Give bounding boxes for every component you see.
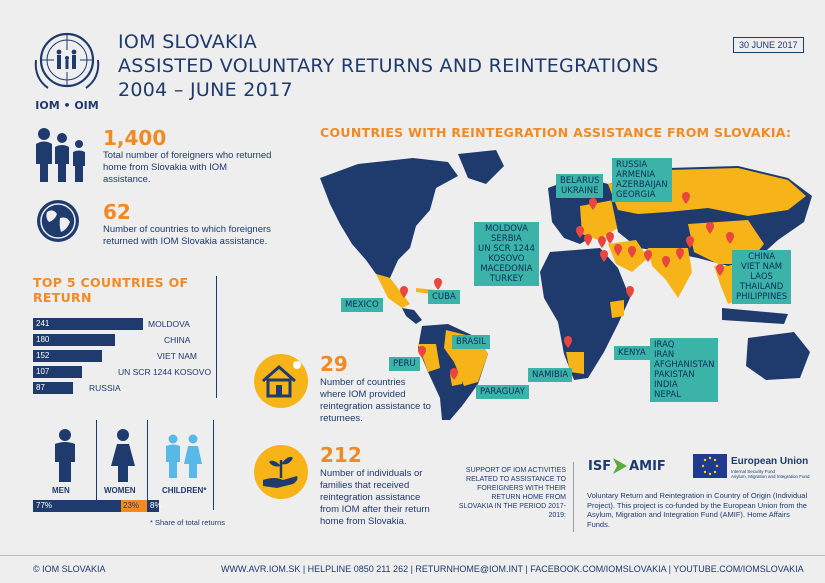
children-share-bar — [147, 500, 213, 512]
children-label: CHILDREN* — [162, 486, 207, 495]
location-marker-icon — [598, 236, 606, 248]
eu-flag-icon — [693, 454, 727, 478]
title-org: IOM SLOVAKIA — [118, 31, 258, 53]
date-badge: 30 JUNE 2017 — [733, 37, 804, 53]
label-iraq: IRAQ IRAN AFGHANISTAN PAKISTAN INDIA NEPAL — [650, 338, 718, 402]
location-marker-icon — [606, 232, 614, 244]
footer-copyright: © IOM SLOVAKIA — [33, 564, 106, 574]
top5-bar — [33, 382, 73, 394]
label-moldova: MOLDOVA SERBIA UN SCR 1244 KOSOVO MACEDONIA TURKEY — [474, 222, 539, 286]
demo-divider-2 — [147, 420, 148, 510]
iom-emblem-icon — [28, 28, 106, 94]
amif-text: AMIF — [629, 458, 666, 474]
top5-bar — [33, 318, 143, 330]
label-mexico: MEXICO — [341, 298, 383, 312]
men-label: MEN — [52, 486, 70, 495]
men-pct: 77% — [36, 501, 53, 510]
globe-icon — [35, 198, 81, 249]
countries-number: 62 — [103, 200, 131, 224]
map-south-asia — [648, 248, 692, 298]
top5-bar-label: RUSSIA — [89, 383, 121, 393]
plant-hand-icon — [253, 444, 309, 505]
logo-text: IOM • OIM — [35, 99, 99, 112]
woman-icon — [110, 428, 136, 489]
label-paraguay: PARAGUAY — [476, 385, 529, 399]
reintegration-countries-desc: Number of countries where IOM provided reintegration assistance to returnees. — [320, 377, 431, 424]
location-marker-icon — [584, 234, 592, 246]
eu-subtitle: Internal Security Fund Asylum, Migration and Integration Fund — [731, 469, 810, 479]
footer — [0, 555, 825, 583]
map-central-america — [402, 308, 422, 324]
iom-logo — [28, 28, 106, 112]
demo-divider-1 — [96, 420, 97, 510]
label-kenya: KENYA — [614, 346, 650, 360]
returned-number: 1,400 — [103, 126, 167, 150]
map-kenya — [610, 300, 624, 318]
location-marker-icon — [434, 278, 442, 290]
isf-arrow-icon — [611, 456, 629, 476]
page-title: ASSISTED VOLUNTARY RETURNS AND REINTEGRATIONS — [118, 55, 659, 77]
top5-bar — [33, 350, 102, 362]
map-indonesia — [722, 308, 788, 324]
top5-bar-value: 87 — [36, 383, 45, 392]
top5-bar-label: MOLDOVA — [148, 319, 190, 329]
share-note: * Share of total returns — [150, 518, 226, 527]
map-australia — [746, 332, 810, 380]
demo-divider-3 — [213, 420, 214, 510]
top5-bar-value: 152 — [36, 351, 50, 360]
map-title: COUNTRIES WITH REINTEGRATION ASSISTANCE FROM SLOVAKIA: — [320, 125, 792, 140]
eu-title: European Union — [731, 456, 809, 467]
top5-bar-value: 180 — [36, 335, 50, 344]
women-pct: 23% — [123, 501, 140, 510]
label-belarus: BELARUS UKRAINE — [556, 174, 603, 198]
title-period: 2004 – JUNE 2017 — [118, 79, 293, 101]
top5-bar-value: 241 — [36, 319, 50, 328]
family-icon — [32, 126, 92, 189]
women-label: WOMEN — [104, 486, 136, 495]
children-icon — [163, 434, 203, 485]
label-china: CHINA VIET NAM LAOS THAILAND PHILIPPINES — [732, 250, 791, 304]
label-cuba: CUBA — [428, 290, 460, 304]
map-north-america — [320, 158, 458, 278]
label-peru: PERU — [389, 357, 420, 371]
reintegration-individuals-desc: Number of individuals or families that received reintegration assistance from IOM after their return home from Slovakia. — [320, 468, 430, 527]
footer-links[interactable]: WWW.AVR.IOM.SK | HELPLINE 0850 211 262 | RETURNHOME@IOM.INT | FACEBOOK.COM/IOMSLOVAKIA | YOUTUBE.COM/IOMSLOVAKIA — [221, 564, 804, 574]
isf-text: ISF — [588, 458, 612, 474]
isf-amif-logo — [588, 456, 666, 476]
countries-desc: Number of countries to which foreigners returned with IOM Slovakia assistance. — [103, 224, 271, 247]
man-icon — [52, 428, 78, 489]
map-greenland — [458, 150, 504, 184]
label-russia: RUSSIA ARMENIA AZERBAIJAN GEORGIA — [612, 158, 672, 202]
support-text: SUPPORT OF IOM ACTIVITIES RELATED TO ASSISTANCE TO FOREIGNERS WITH THEIR RETURN HOME FROM SLOVAKIA IN THE PERIOD 2017-2019: — [458, 467, 566, 519]
top5-bar-value: 107 — [36, 367, 50, 376]
top5-bar-label: VIET NAM — [157, 351, 197, 361]
reintegration-countries-number: 29 — [320, 352, 348, 376]
top5-chart — [33, 318, 233, 398]
house-icon — [253, 353, 309, 414]
label-namibia: NAMIBIA — [528, 368, 572, 382]
label-brasil: BRASIL — [452, 335, 490, 349]
returned-desc: Total number of foreigners who returned home from Slovakia with IOM assistance. — [103, 150, 272, 185]
children-pct: 8% — [150, 501, 162, 510]
top5-bar-label: UN SCR 1244 KOSOVO — [118, 367, 212, 377]
top5-bar — [33, 334, 115, 346]
gender-share-bar — [33, 500, 147, 512]
top5-bar-label: CHINA — [164, 335, 191, 345]
top5-bar — [33, 366, 82, 378]
project-text: Voluntary Return and Reintegration in Country of Origin (Individual Project). This project is co-funded by the European Union from the Asylum, Migration and Integration Fund (AMIF). Home Affairs Funds. — [587, 491, 808, 529]
reintegration-individuals-number: 212 — [320, 443, 362, 467]
support-divider — [573, 462, 574, 532]
top5-title: TOP 5 COUNTRIES OF RETURN — [33, 275, 189, 305]
